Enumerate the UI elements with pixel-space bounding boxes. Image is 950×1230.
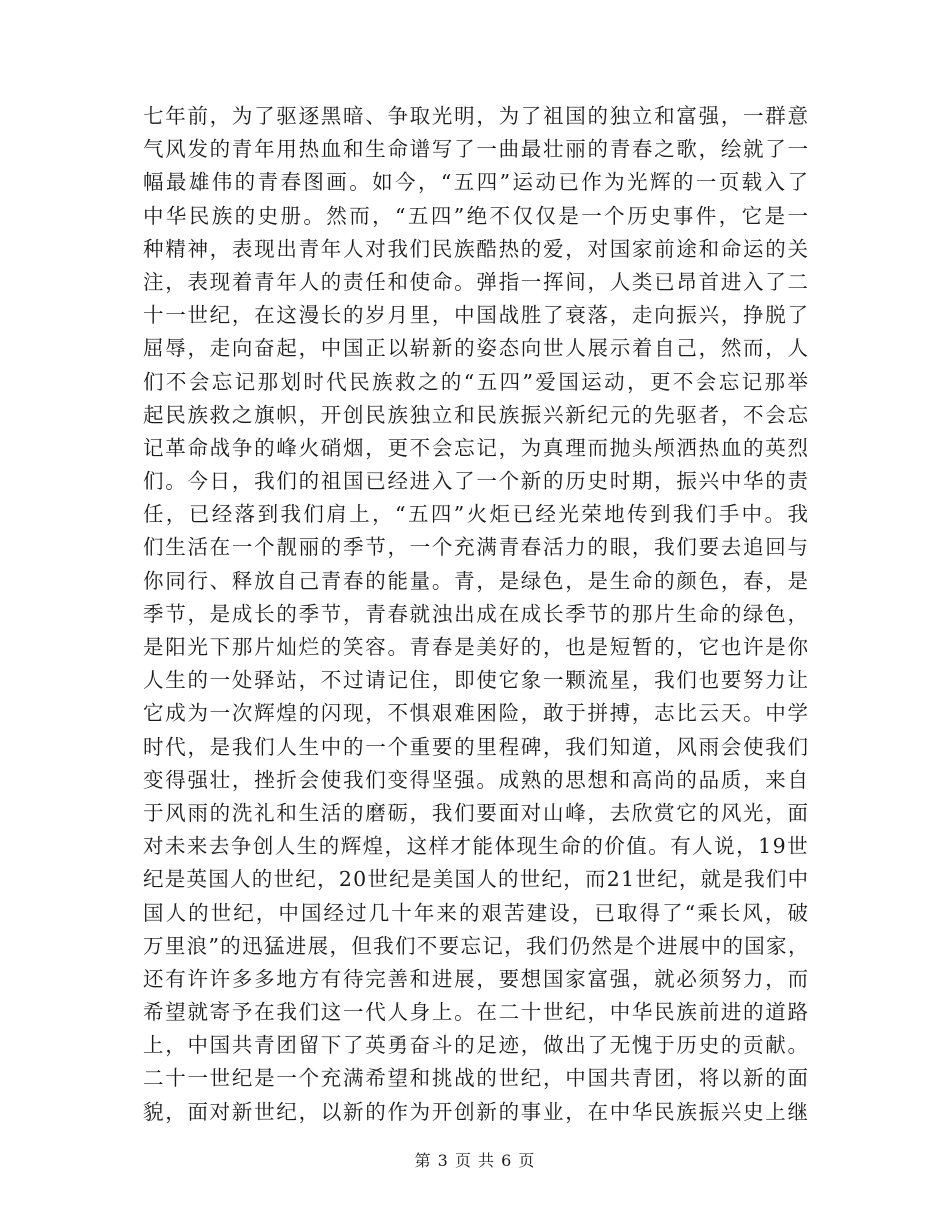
text-line: 你同行、释放自己青春的能量。青，是绿色，是生命的颜色，春，是 <box>143 568 810 593</box>
text-line: 们。今日，我们的祖国已经进入了一个新的历史时期，振兴中华的责 <box>143 469 810 494</box>
text-line: 记革命战争的峰火硝烟，更不会忘记，为真理而抛头颅洒热血的英烈 <box>143 435 810 460</box>
text-line: 上，中国共青团留下了英勇奋斗的足迹，做出了无愧于历史的贡献。 <box>143 1033 810 1058</box>
text-line: 万里浪”的迅猛进展，但我们不要忘记，我们仍然是个进展中的国家， <box>143 933 810 958</box>
text-line: 人生的一处驿站，不过请记住，即使它象一颗流星，我们也要努力让 <box>143 668 810 693</box>
text-line: 二十一世纪是一个充满希望和挑战的世纪，中国共青团，将以新的面 <box>143 1066 810 1091</box>
text-line: 中华民族的史册。然而，“五四”绝不仅仅是一个历史事件，它是一 <box>143 203 811 228</box>
text-line: 气风发的青年用热血和生命谱写了一曲最壮丽的青春之歌，绘就了一 <box>143 137 810 162</box>
text-line: 种精神，表现出青年人对我们民族酷热的爱，对国家前途和命运的关 <box>143 236 810 261</box>
text-line: 注，表现着青年人的责任和使命。弹指一挥间，人类已昂首进入了二 <box>143 269 810 294</box>
text-line: 幅最雄伟的青春图画。如今，“五四”运动已作为光辉的一页载入了 <box>143 170 811 195</box>
body-paragraph <box>143 100 811 1129</box>
text-line: 变得强壮，挫折会使我们变得坚强。成熟的思想和高尚的品质，来自 <box>143 767 810 792</box>
text-line: 希望就寄予在我们这一代人身上。在二十世纪，中华民族前进的道路 <box>143 1000 810 1025</box>
text-line: 七年前，为了驱逐黑暗、争取光明，为了祖国的独立和富强，一群意 <box>143 104 810 128</box>
text-line: 们不会忘记那划时代民族救之的“五四”爱国运动，更不会忘记那举 <box>143 369 811 394</box>
text-line: 十一世纪，在这漫长的岁月里，中国战胜了衰落，走向振兴，挣脱了 <box>143 303 810 328</box>
text-line: 们生活在一个靓丽的季节，一个充满青春活力的眼，我们要去追回与 <box>143 535 810 560</box>
text-line: 任，已经落到我们肩上，“五四”火炬已经光荣地传到我们手中。我 <box>143 502 811 527</box>
text-line: 屈辱，走向奋起，中国正以崭新的姿态向世人展示着自己，然而，人 <box>143 336 810 361</box>
text-line: 它成为一次辉煌的闪现，不惧艰难困险，敢于拼搏，志比云天。中学 <box>143 701 810 726</box>
page-footer <box>0 1148 950 1171</box>
text-line: 是阳光下那片灿烂的笑容。青春是美好的，也是短暂的，它也许是你 <box>143 635 810 659</box>
text-line: 还有许许多多地方有待完善和进展，要想国家富强，就必须努力，而 <box>143 966 810 991</box>
text-line: 于风雨的洗礼和生活的磨砺，我们要面对山峰，去欣赏它的风光，面 <box>143 800 810 825</box>
text-line: 国人的世纪，中国经过几十年来的艰苦建设，已取得了“乘长风，破 <box>143 900 811 925</box>
text-line: 起民族救之旗帜，开创民族独立和民族振兴新纪元的先驱者，不会忘 <box>143 402 810 427</box>
text-line: 季节，是成长的季节，青春就浊出成在成长季节的那片生命的绿色， <box>143 601 810 626</box>
text-line: 时代，是我们人生中的一个重要的里程碑，我们知道，风雨会使我们 <box>143 734 810 759</box>
page-number-label: 第 3 页 共 6 页 <box>414 1151 536 1170</box>
text-line: 貌，面对新世纪，以新的作为开创新的事业，在中华民族振兴史上继 <box>143 1099 810 1124</box>
text-line: 对未来去争创人生的辉煌，这样才能体现生命的价值。有人说，19世 <box>143 834 810 859</box>
text-line: 纪是英国人的世纪，20世纪是美国人的世纪，而21世纪，就是我们中 <box>143 867 810 892</box>
